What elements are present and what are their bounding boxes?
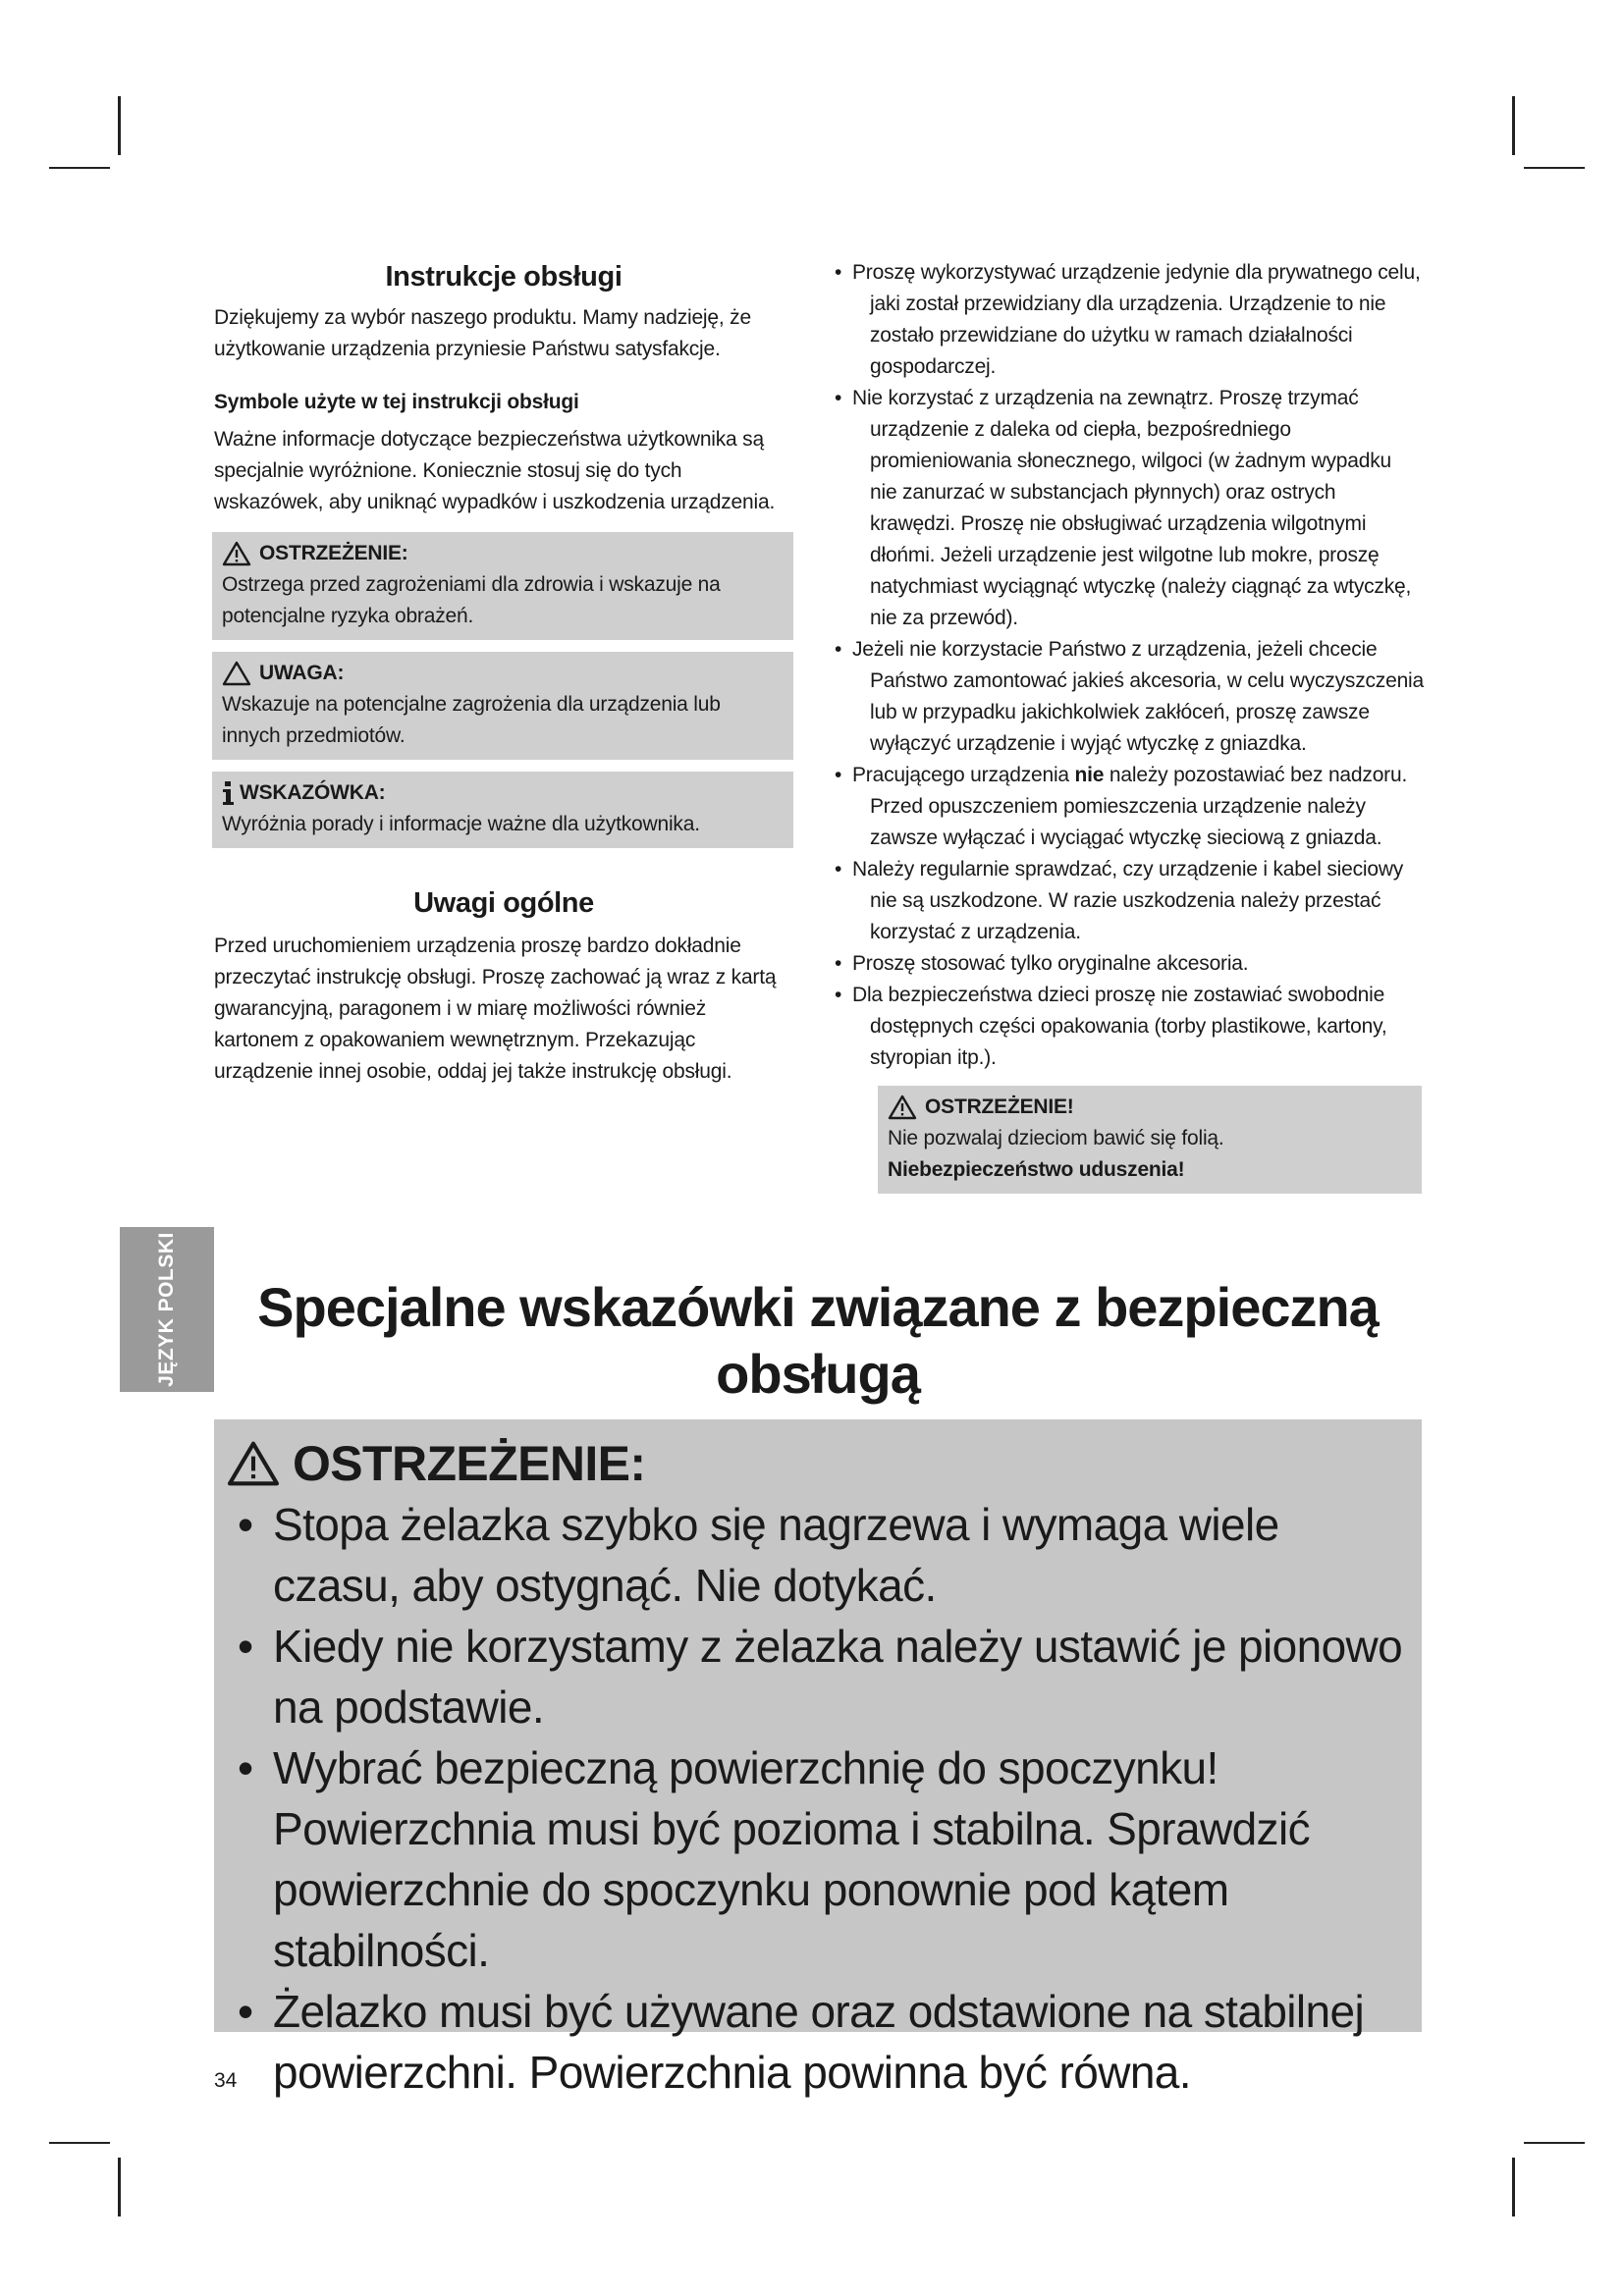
list-item: • Należy regularnie sprawdzać, czy urządzenie i kabel sieciowy nie są uszkodzone. W razie uszkodzenia należy przestać korzystać z urządzenia.: [835, 854, 1424, 948]
crop-mark: [49, 2142, 110, 2144]
list-item: • Jeżeli nie korzystacie Państwo z urządzenia, jeżeli chcecie Państwo zamontować jakieś akcesoria, w celu wyczyszczenia lub w przypadku jakichkolwiek zakłóceń, proszę zawsze wyłączyć urządzenie i wyjąć wtyczkę z gniazdka.: [835, 634, 1424, 760]
child-warning-box: [878, 1086, 1422, 1194]
caution-triangle-icon: [222, 661, 251, 686]
warning-triangle-icon: [888, 1095, 917, 1120]
iron-safety-list: [226, 1494, 1408, 2103]
list-item: • Stopa żelazka szybko się nagrzewa i wymaga wiele czasu, aby ostygnąć. Nie dotykać.: [226, 1494, 1408, 1616]
crop-mark: [1512, 96, 1515, 155]
right-column: [835, 257, 1424, 1194]
crop-mark: [49, 167, 110, 169]
general-notes-title: Uwagi ogólne: [413, 887, 594, 919]
caution-box-text: Wskazuje na potencjalne zagrożenia dla urządzenia lub innych przedmiotów.: [222, 693, 721, 747]
info-icon: [222, 780, 236, 806]
crop-mark: [118, 96, 121, 155]
symbols-text: Ważne informacje dotyczące bezpieczeństwa użytkownika są specjalnie wyróżnione. Koniecznie stosuj się do tych wskazówek, aby uniknąć wypadków i uszkodzenia urządzenia.: [214, 428, 776, 513]
left-column: [214, 257, 793, 1088]
list-item: • Kiedy nie korzystamy z żelazka należy ustawić je pionowo na podstawie.: [226, 1616, 1408, 1737]
list-item: • Nie korzystać z urządzenia na zewnątrz. Proszę trzymać urządzenie z daleka od ciepła, bezpośredniego promieniowania słonecznego, wilgoci (w żadnym wypadku nie zanurzać w substancjach płynnych) oraz ostrych krawędzi. Proszę nie obsługiwać urządzenia wilgotnymi dłońmi. Jeżeli urządzenie jest wilgotne lub mokre, proszę natychmiast wyciągnąć wtyczkę (należy ciągnąć za wtyczkę, nie za przewód).: [835, 383, 1424, 634]
crop-mark: [1524, 167, 1585, 169]
symbols-title: Symbole użyte w tej instrukcji obsługi: [214, 391, 579, 413]
safety-bullet-list: [835, 257, 1424, 1074]
instructions-title: Instrukcje obsługi: [385, 261, 623, 293]
tip-box-title: WSKAZÓWKA:: [240, 781, 386, 804]
list-item-text: należy pozostawiać bez nadzoru. Przed opuszczeniem pomieszczenia urządzenie należy zawsze wyłączać i wyciągać wtyczkę sieciową z gniazda.: [870, 764, 1408, 849]
warning-triangle-icon: [226, 1440, 281, 1487]
child-warning-title: OSTRZEŻENIE!: [925, 1095, 1074, 1118]
caution-box: [212, 652, 793, 760]
crop-mark: [1512, 2158, 1515, 2216]
language-tab-label: JĘZYK POLSKI: [155, 1232, 179, 1387]
page-number: 34: [214, 2069, 238, 2092]
list-item: • Proszę stosować tylko oryginalne akcesoria.: [835, 948, 1424, 980]
crop-mark: [1524, 2142, 1585, 2144]
list-item: • Proszę wykorzystywać urządzenie jedynie dla prywatnego celu, jaki został przewidziany dla urządzenia. Urządzenie to nie zostało przewidziane do użytku w ramach działalności gospodarczej.: [835, 257, 1424, 383]
warning-triangle-icon: [222, 541, 251, 566]
caution-box-title: UWAGA:: [259, 662, 345, 684]
symbol-boxes: [212, 532, 793, 848]
intro-text: Dziękujemy za wybór naszego produktu. Mamy nadzieję, że użytkowanie urządzenia przyniesie Państwu satysfakcje.: [214, 306, 751, 360]
list-item-text: Pracującego urządzenia: [852, 764, 1075, 786]
child-warning-text: Nie pozwalaj dzieciom bawić się folią. Niebezpieczeństwo uduszenia!: [888, 1127, 1224, 1181]
list-item: [835, 760, 1424, 854]
warning-box: [212, 532, 793, 640]
list-item: • Wybrać bezpieczną powierzchnię do spoczynku! Powierzchnia musi być pozioma i stabilna. Sprawdzić powierzchnie do spoczynku ponownie pod kątem stabilności.: [226, 1737, 1408, 1981]
warning-box-title: OSTRZEŻENIE:: [259, 542, 408, 564]
list-item-emphasis: nie: [1074, 764, 1105, 786]
iron-warning-title: OSTRZEŻENIE:: [293, 1436, 646, 1491]
suffocation-warning: Niebezpieczeństwo uduszenia!: [888, 1158, 1185, 1181]
special-safety-title-line1: Specjalne wskazówki związane z bezpieczną obsługą: [257, 1276, 1379, 1405]
list-item: • Dla bezpieczeństwa dzieci proszę nie zostawiać swobodnie dostępnych części opakowania (torby plastikowe, kartony, styropian itp.).: [835, 980, 1424, 1074]
tip-box: [212, 772, 793, 848]
warning-box-text: Ostrzega przed zagrożeniami dla zdrowia i wskazuje na potencjalne ryzyka obrażeń.: [222, 573, 721, 627]
general-notes-text: Przed uruchomieniem urządzenia proszę bardzo dokładnie przeczytać instrukcję obsługi. Proszę zachować ją wraz z kartą gwarancyjną, paragonem i w miarę możliwości również kartonem z opakowaniem wewnętrznym. Przekazując urządzenie innej osobie, oddaj jej także instrukcję obsługi.: [214, 934, 777, 1083]
tip-box-text: Wyróżnia porady i informacje ważne dla użytkownika.: [222, 813, 700, 835]
language-tab: [120, 1227, 214, 1392]
list-item: • Żelazko musi być używane oraz odstawione na stabilnej powierzchni. Powierzchnia powinna być równa.: [226, 1981, 1408, 2103]
crop-mark: [118, 2158, 121, 2216]
